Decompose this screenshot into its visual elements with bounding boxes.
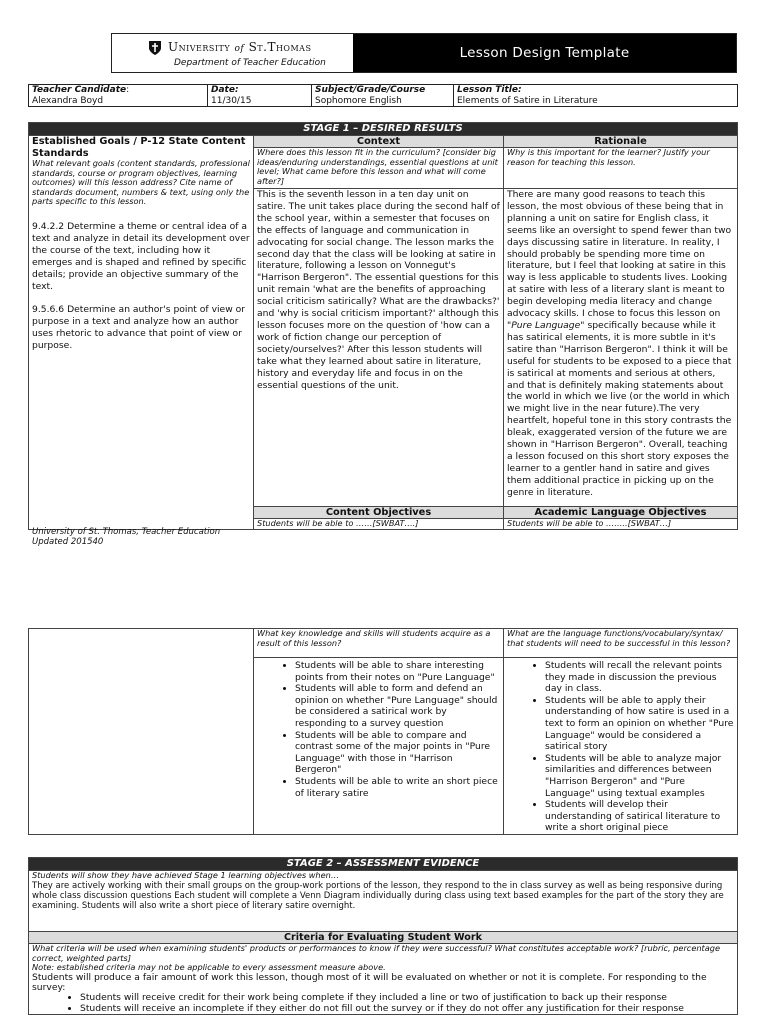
stage2-table — [28, 857, 738, 1015]
rationale-heading: Rationale — [504, 136, 738, 148]
template-title: Lesson Design Template — [353, 34, 736, 72]
lesson-title-cell: Lesson Title: Elements of Satire in Literature — [454, 85, 738, 107]
assessment-text: They are actively working with their small groups on the group-work portions of the lesson, they respond to the in class survey as well as being responsive during whole class discussion questions Each student will complete a Venn Diagram individually during class using text based examples for the part of the story they are examining. Students will also write a short piece of literary satire overnight. — [32, 880, 724, 911]
criteria-list — [32, 993, 734, 1014]
template-header — [111, 33, 737, 73]
date-cell: Date: 11/30/15 — [208, 85, 312, 107]
stage1-table — [28, 122, 738, 530]
list-item: • Students will be able to apply their understanding of how satire is used in a text to form an opinion on whether "Pure Language" would be considered a satirical story — [545, 695, 734, 753]
content-objectives-prompt: Students will be able to ……[SWBAT….] — [254, 519, 504, 530]
objectives-table — [28, 628, 738, 835]
goals-cell — [29, 136, 254, 530]
goals-continued-cell — [29, 629, 254, 835]
content-objectives-list-cell — [254, 658, 504, 835]
language-objectives-question: What are the language functions/vocabulary/syntax/ that students will need to be successful in this lesson? — [504, 629, 738, 658]
criteria-prompt: What criteria will be used when examining students' products or performances to know if they were successful? What constitutes acceptable work? [rubric, percentage correct, weighted parts] — [32, 943, 721, 963]
list-item: • Students will be able to write an short piece of literary satire — [295, 776, 500, 799]
criteria-cell — [29, 944, 738, 1015]
assessment-prompt: Students will show they have achieved Stage 1 learning objectives when… — [32, 870, 340, 880]
list-item: • Students will be able to analyze major similarities and differences between "Harrison Bergeron" and "Pure Language" using textual examples — [545, 753, 734, 799]
list-item: • Students will develop their understanding of satirical literature to write a short original piece — [545, 799, 734, 834]
department-name: Department of Teacher Education — [174, 58, 326, 68]
lesson-info-table — [28, 84, 738, 107]
subject-value: Sophomore English — [315, 95, 402, 106]
goals-heading: Established Goals / P-12 State Content Standards — [32, 136, 246, 159]
teacher-name: Alexandra Boyd — [32, 95, 104, 106]
goals-prompt: What relevant goals (content standards, professional standards, course or program objectives, learning outcomes) will this lesson address? Cite name of standards document, numbers & text, using only the parts specific to this lesson. — [32, 158, 250, 207]
criteria-note: Note: established criteria may not be applicable to every assessment measure above. — [32, 962, 386, 973]
teacher-cell: Teacher Candidate: Alexandra Boyd — [29, 85, 208, 107]
list-item: • Students will receive an incomplete if they either do not fill out the survey or if they do not offer any justification for their response — [80, 1004, 734, 1014]
criteria-text: Students will produce a fair amount of work this lesson, though most of it will be evaluated on whether or not it is complete. For responding to the survey: — [32, 971, 707, 994]
stage2-title: STAGE 2 – ASSESSMENT EVIDENCE — [29, 858, 738, 871]
context-heading: Context — [254, 136, 504, 148]
content-objectives-heading: Content Objectives — [254, 507, 504, 519]
rationale-prompt: Why is this important for the learner? Justify your reason for teaching this lesson. — [504, 148, 738, 189]
list-item: • Students will able to form and defend an opinion on whether "Pure Language" should be considered a satirical work by responding to a survey question — [295, 683, 500, 729]
assessment-evidence-cell — [29, 871, 738, 932]
list-item: • Students will be able to share interesting points from their notes on "Pure Language" — [295, 660, 500, 683]
university-name: University of St.Thomas — [168, 40, 312, 54]
list-item: • Students will be able to compare and contrast some of the major points in "Pure Language" with those in "Harrison Bergeron" — [295, 730, 500, 776]
university-logo — [112, 34, 352, 72]
lesson-date: 11/30/15 — [211, 95, 252, 106]
content-objectives-list — [257, 660, 500, 799]
list-item: • Students will recall the relevant points they made in discussion the previous day in class. — [545, 660, 734, 695]
goal-standard-2: 9.5.6.6 Determine an author's point of view or purpose in a text and analyze how an author uses rhetoric to advance that point of view or purpose. — [32, 304, 246, 352]
list-item: • Students will receive credit for their work being complete if they included a line or two of justification to back up their response — [80, 993, 734, 1003]
rationale-text: There are many good reasons to teach this lesson, the most obvious of these being that in planning a unit on satire for English class, it seems like an oversight to spend fewer than two days discussing satire in literature. In reality, I should probably be spending more time on literature, but I feel that looking at satire in this way is less applicable to students lives. Looking at satire with less of a literary slant is meant to begin developing media literacy and change advocacy skills. I chose to focus this lesson on "Pure Language" specifically because while it has satirical elements, it is more subtle in it's satire than "Harrison Bergeron". I think it will be useful for students to be exposed to a piece that is satirical at moments and serious at others, and that is definitely making statements about the world in which we live (or the world in which we might live in the near future).The very heartfelt, hopeful tone in this story contrasts the bleak, exaggerated version of the future we are shown in "Harrison Bergeron". Overall, teaching a lesson focused on this short story exposes the learner to a gentler hand in satire and gives them additional practice in picking up on the genre in literature. — [504, 189, 738, 507]
context-text: This is the seventh lesson in a ten day unit on satire. The unit takes place during the second half of the school year, within a semester that focuses on the effects of language and communication in advocating for social change. The lesson marks the second day that the class will be looking at satire in literature, following a lesson on Vonnegut's "Harrison Bergeron". The essential questions for this unit remain 'what are the benefits of approaching social criticism satirically? What are the drawbacks?' and 'why is social criticism important?' although this lesson focuses more on the question of 'how can a work of fiction change our perception of society/ourselves?' After this lesson students will take what they learned about satire in literature, history and everyday life and focus in on the essential questions of the unit. — [254, 189, 504, 507]
language-objectives-heading: Academic Language Objectives — [504, 507, 738, 519]
subject-cell: Subject/Grade/Course Sophomore English — [312, 85, 454, 107]
language-objectives-prompt: Students will be able to ……..[SWBAT…] — [504, 519, 738, 530]
stage1-title: STAGE 1 – DESIRED RESULTS — [29, 123, 738, 136]
goal-standard-1: 9.4.2.2 Determine a theme or central idea of a text and analyze in detail its development over the course of the text, including how it emerges and is shaped and refined by specific details; provide an objective summary of the text. — [32, 220, 250, 292]
lesson-title: Elements of Satire in Literature — [457, 95, 598, 106]
criteria-heading: Criteria for Evaluating Student Work — [29, 932, 738, 944]
context-prompt: Where does this lesson fit in the curriculum? [consider big ideas/enduring understandings, essential questions at unit level; What came before this lesson and what will come after?] — [254, 148, 504, 189]
page-footer: University of St. Thomas, Teacher Education Updated 201540 — [32, 527, 221, 547]
shield-icon — [148, 40, 162, 56]
language-objectives-list — [507, 660, 734, 834]
content-objectives-question: What key knowledge and skills will students acquire as a result of this lesson? — [254, 629, 504, 658]
language-objectives-list-cell — [504, 658, 738, 835]
